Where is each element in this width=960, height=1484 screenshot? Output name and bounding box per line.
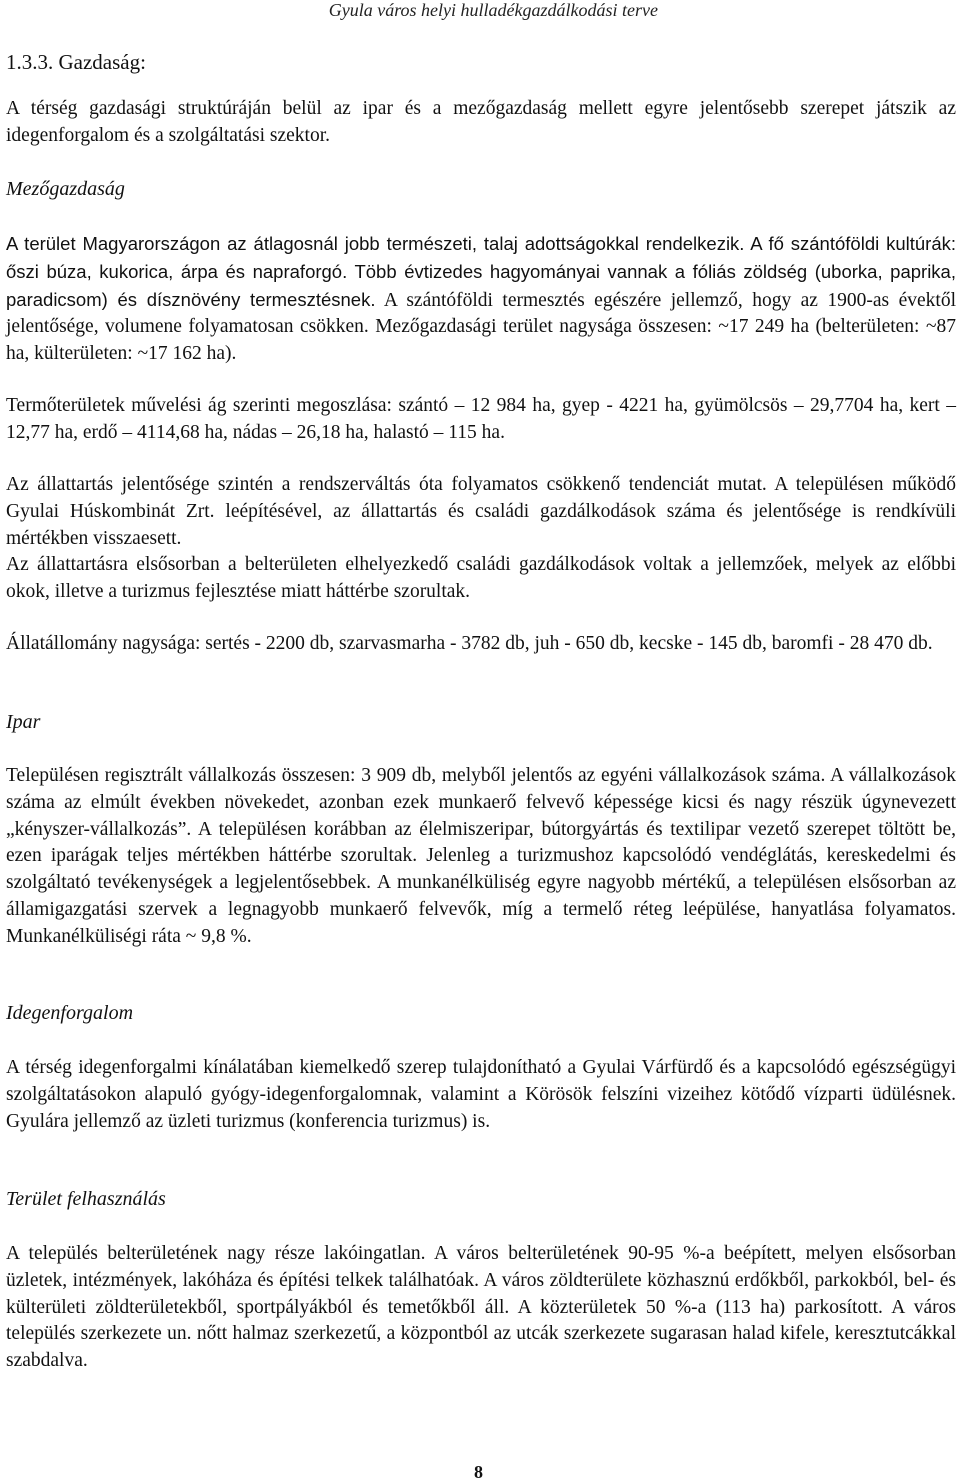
terulet-paragraph: A település belterületének nagy része lakóingatlan. A város belterületének 90-95 %-a beépített, melyen elsősorban üzletek, intézmények, lakóháza és építési telkek találhatóak. A város zöldterülete közhasznú erdőkből, parkokból, bel- és külterületi zöldterületekből, sportpályákból és temetőkből áll. A közterületek 50 %-a (113 ha) parkosított. A város település szerkezete un. nőtt halmaz szerkezetű, a központból az utcák szerkezete sugarasan halad kifele, keresztutcákkal szabdalva. [6,1243,956,1372]
heading-mezogazdasag: Mezőgazdaság [6,178,125,200]
heading-ipar: Ipar [6,711,41,733]
mezogazdasag-paragraph-5: Állatállomány nagysága: sertés - 2200 db, szarvasmarha - 3782 db, juh - 650 db, kecske - 145 db, baromfi - 28 470 db. [6,633,933,654]
heading-terulet-felhasznalas: Terület felhasználás [6,1188,166,1210]
mezogazdasag-lead-text: A terület Magyarországon az átlagosnál jobb természeti, talaj adottságokkal rendelkezik. A fő szántóföldi kultúrák: őszi búza, kukorica, árpa és napraforgó. Több évtizedes hagyományai vannak a fóliás zöldség (uborka, paprika, paradicsom) és dísznövény termesztésnek. [6,233,956,310]
mezogazdasag-paragraph-3: Az állattartás jelentősége szintén a rendszerváltás óta folyamatos csökkenő tendenciát mutat. A településen működő Gyulai Húskombinát Zrt. leépítésével, az állattartás és családi gazdálkodások száma és jelentősége is rendkívüli mértékben visszaesett. [6,474,956,549]
idegenforgalom-paragraph: A térség idegenforgalmi kínálatában kiemelkedő szerep tulajdonítható a Gyulai Várfürdő és a kapcsolódó egészségügyi szolgáltatásokon alapuló gyógy-idegenforgalomnak, valamint a Körösök felszíni vizeihez kötődő vízparti üdülésnek. Gyulára jellemző az üzleti turizmus (konferencia turizmus) is. [6,1057,956,1132]
intro-paragraph: A térség gazdasági struktúráján belül az ipar és a mezőgazdaság mellett egyre jelentősebb szerepet játszik az idegenforgalom és a szolgáltatási szektor. [6,98,956,146]
page-number: 8 [474,1462,483,1482]
mezogazdasag-paragraph-1 [6,231,956,368]
heading-idegenforgalom: Idegenforgalom [6,1002,134,1024]
section-title: 1.3.3. Gazdaság: [6,50,146,74]
running-header: Gyula város helyi hulladékgazdálkodási terve [328,0,658,20]
ipar-paragraph: Településen regisztrált vállalkozás összesen: 3 909 db, melyből jelentős az egyéni vállalkozások száma. A vállalkozások száma az elmúlt években növekedet, azonban ezek munkaerő felvevő képessége kicsi és nagy részük úgynevezett „kényszer-vállalkozás”. A településen korábban az élelmiszeripar, bútorgyártás és textilipar vezető szerepet töltött be, ezen iparágak teljes mértékben háttérbe szorultak. Jelenleg a turizmushoz kapcsolódó vendéglátás, kereskedelmi és szolgáltató tevékenységek a legjelentősebbek. A munkanélküliség egyre nagyobb mértékű, a településen elsősorban az államigazgatási szervek a legnagyobb munkaerő felvevők, míg a termelő réteg leépülése, hanyatlása folyamatos. Munkanélküliségi ráta ~ 9,8 %. [6,765,956,947]
mezogazdasag-paragraph-2: Termőterületek művelési ág szerinti megoszlása: szántó – 12 984 ha, gyep - 4221 ha, gyümölcsös – 29,7704 ha, kert – 12,77 ha, erdő – 4114,68 ha, nádas – 26,18 ha, halastó – 115 ha. [6,395,956,443]
mezogazdasag-rest-text: A szántóföldi termesztés egészére jellemző, hogy az 1900-as évektől jelentősége, volumene folyamatosan csökken. Mezőgazdasági terület nagysága összesen: ~17 249 ha (belterületen: ~87 ha, külterületen: ~17 162 ha). [6,289,956,365]
mezogazdasag-paragraph-4: Az állattartásra elsősorban a belterületen elhelyezkedő családi gazdálkodások voltak a jellemzőek, melyek az előbbi okok, illetve a turizmus fejlesztése miatt háttérbe szorultak. [6,554,956,602]
